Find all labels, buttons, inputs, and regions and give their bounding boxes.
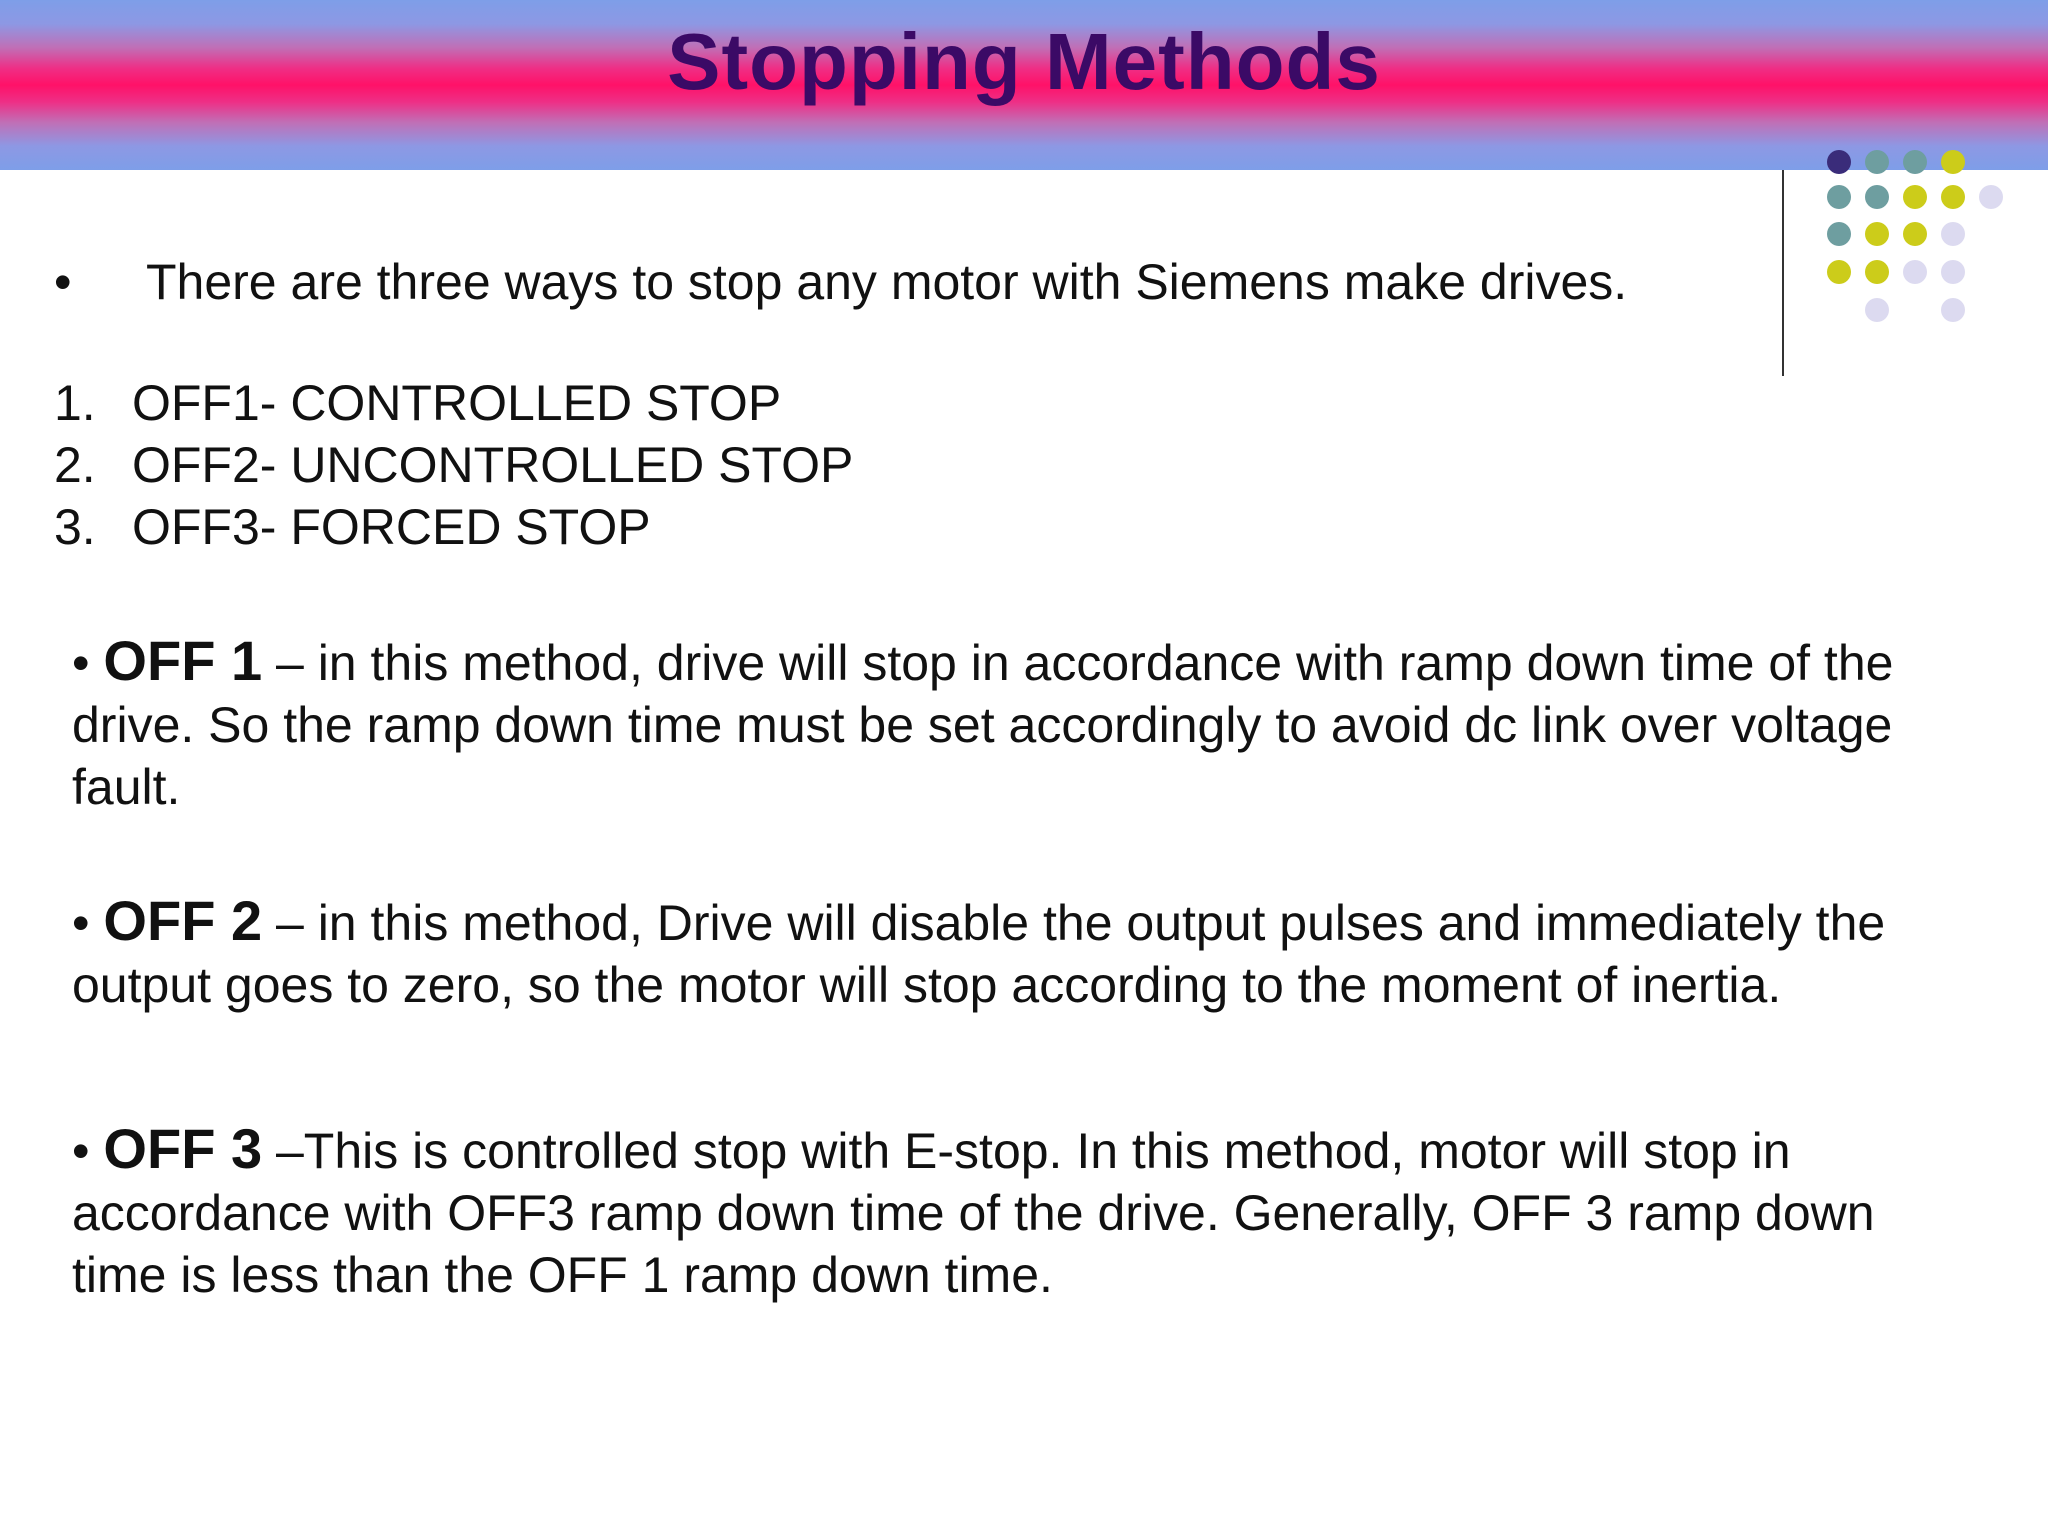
dot-row-2 [1827, 185, 2003, 209]
list-item [54, 372, 853, 434]
off2-text: – in this method, Drive will disable the output pulses and immediately the output goes to zero, so the motor will stop according to the moment of inertia. [72, 895, 1886, 1013]
off3-description [72, 1118, 1972, 1306]
list-number: 1. [54, 375, 96, 431]
list-item [54, 434, 853, 496]
dot [1903, 260, 1927, 284]
list-item-text: OFF1- CONTROLLED STOP [132, 375, 782, 431]
dot-row-5 [1865, 298, 1965, 322]
dot [1903, 222, 1927, 246]
bullet-marker: • [54, 254, 72, 310]
list-number: 2. [54, 437, 96, 493]
dot [1827, 222, 1851, 246]
off2-description [72, 890, 1972, 1016]
off3-label: OFF 3 [103, 1117, 263, 1180]
dot [1865, 185, 1889, 209]
list-item [54, 496, 853, 558]
decorative-divider-line [1782, 170, 1784, 376]
dot-row-4 [1827, 260, 1965, 284]
off1-description [72, 630, 1972, 818]
dot [1941, 260, 1965, 284]
intro-text: There are three ways to stop any motor with Siemens make drives. [146, 254, 1628, 310]
bullet-marker: • [72, 1123, 90, 1179]
dot [1865, 298, 1889, 322]
off1-label: OFF 1 [103, 629, 263, 692]
list-number: 3. [54, 499, 96, 555]
dot [1941, 185, 1965, 209]
dot [1865, 222, 1889, 246]
intro-bullet [54, 250, 1627, 314]
bullet-marker: • [72, 895, 90, 951]
dot-row-3 [1827, 222, 1965, 246]
off2-label: OFF 2 [103, 889, 263, 952]
bullet-marker: • [72, 635, 90, 691]
slide-title: Stopping Methods [667, 17, 1381, 106]
dot [1827, 185, 1851, 209]
off1-text: – in this method, drive will stop in accordance with ramp down time of the drive. So the ramp down time must be set accordingly to avoid dc link over voltage fault. [72, 635, 1894, 815]
dot [1827, 260, 1851, 284]
dot [1941, 298, 1965, 322]
list-item-text: OFF2- UNCONTROLLED STOP [132, 437, 854, 493]
stop-method-list [54, 372, 853, 558]
dot [1903, 185, 1927, 209]
list-item-text: OFF3- FORCED STOP [132, 499, 651, 555]
dot [1941, 222, 1965, 246]
dot [1979, 185, 2003, 209]
off3-text: –This is controlled stop with E-stop. In this method, motor will stop in accordance with OFF3 ramp down time of the drive. Generally, OFF 3 ramp down time is less than the OFF 1 ramp down time. [72, 1123, 1875, 1303]
dot [1865, 260, 1889, 284]
